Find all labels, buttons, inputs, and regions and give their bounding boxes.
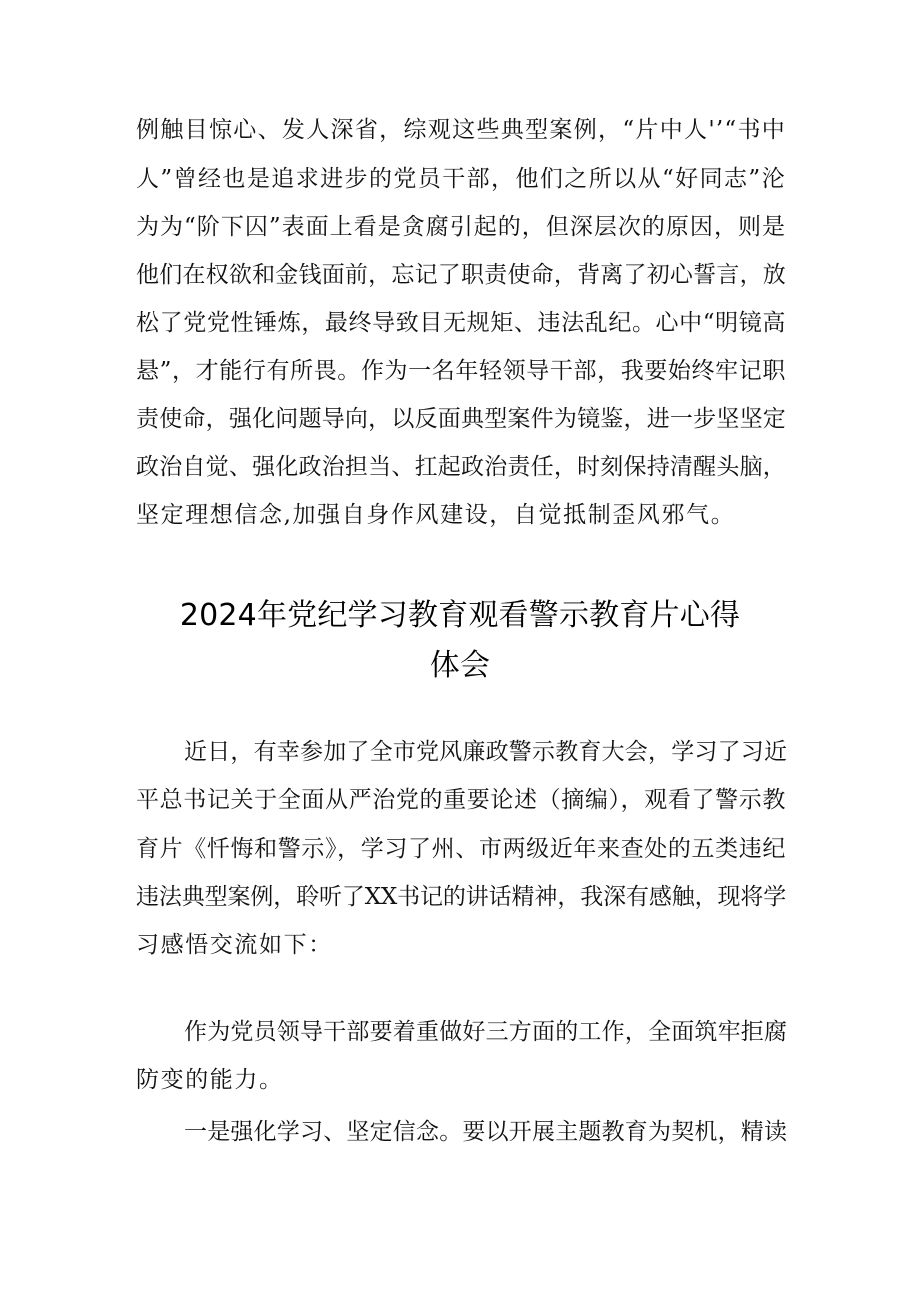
text-line: 作为党员领导干部要着重做好三方面的工作，全面筑牢拒腐 bbox=[184, 1019, 788, 1045]
text-line: 悬”，才能行有所畏。作为一名年轻领导干部，我要始终牢记职 bbox=[136, 358, 786, 384]
text-line: 责使命，强化问题导向，以反面典型案件为镜鉴，进一步坚坚定 bbox=[136, 406, 786, 432]
text-line: 近日，有幸参加了全市党风廉政警示教育大会，学习了习近 bbox=[184, 739, 788, 765]
title-line: 2024年党纪学习教育观看警示教育片心得 bbox=[179, 598, 741, 633]
text-line: 一是强化学习、坚定信念。要以开展主题教育为契机，精读 bbox=[184, 1119, 788, 1145]
text-line: 坚定理想信念,加强自身作风建设，自觉抵制歪风邪气。 bbox=[136, 502, 736, 528]
text-line: 松了党党性锤炼，最终导致目无规矩、违法乱纪。心中“明镜高 bbox=[136, 310, 786, 336]
text-line: 为为“阶下囚”表面上看是贪腐引起的，但深层次的原因，则是 bbox=[136, 214, 786, 240]
text-line: 防变的能力。 bbox=[136, 1067, 284, 1093]
text-line: 平总书记关于全面从严治党的重要论述（摘编），观看了警示教 bbox=[136, 787, 786, 813]
text-line: 育片《忏悔和警示》，学习了州、市两级近年来查处的五类违纪 bbox=[136, 836, 786, 862]
title-line: 体会 bbox=[429, 648, 491, 683]
text-line: 他们在权欲和金钱面前，忘记了职责使命，背离了初心誓言，放 bbox=[136, 262, 786, 288]
text-line: 人”曾经也是追求进步的党员干部，他们之所以从“好同志”沦 bbox=[136, 166, 786, 192]
text-line: 习感悟交流如下： bbox=[136, 932, 333, 958]
text-line: 违法典型案例，聆听了XX书记的讲话精神，我深有感触，现将学 bbox=[136, 884, 786, 910]
text-line: 政治自觉、强化政治担当、扛起政治责任，时刻保持清醒头脑， bbox=[136, 454, 786, 480]
text-line: 例触目惊心、发人深省，综观这些典型案例，“片中人'’“书中 bbox=[136, 117, 786, 143]
